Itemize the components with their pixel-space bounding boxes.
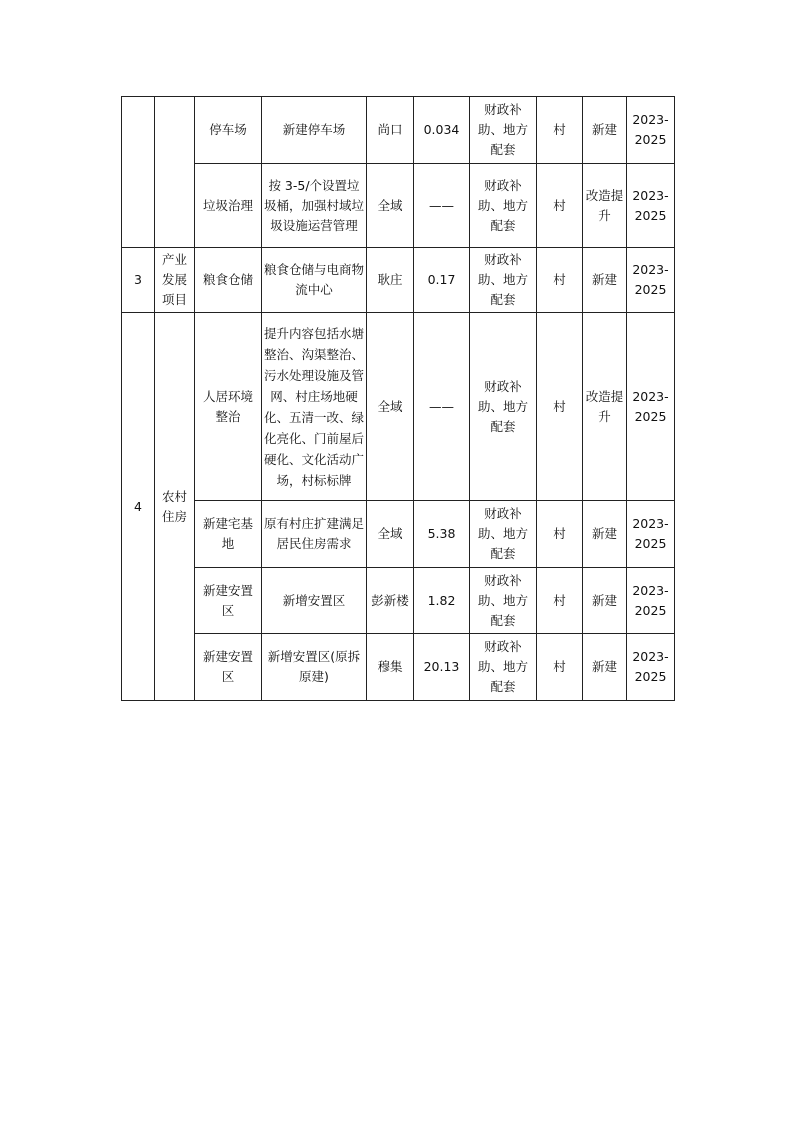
period-cell: 2023-2025 [627,248,675,313]
project-name-cell: 垃圾治理 [195,164,262,248]
period-cell: 2023-2025 [627,164,675,248]
category-cell [155,97,195,248]
level-cell: 村 [537,568,583,634]
location-cell: 全域 [367,313,414,501]
location-cell: 耿庄 [367,248,414,313]
category-cell [155,248,195,313]
project-content-cell: 新增安置区(原拆原建) [262,634,367,701]
row-number-cell: 3 [122,248,155,313]
location-cell: 彭新楼 [367,568,414,634]
project-name-cell: 停车场 [195,97,262,164]
project-content-cell: 新增安置区 [262,568,367,634]
period-cell: 2023-2025 [627,97,675,164]
level-cell: 村 [537,97,583,164]
level-cell: 村 [537,248,583,313]
level-cell: 村 [537,164,583,248]
period-cell: 2023-2025 [627,501,675,568]
scale-cell: —— [414,313,470,501]
scale-cell: 5.38 [414,501,470,568]
row-number-cell [122,97,155,248]
table-row [122,164,675,248]
location-cell: 全域 [367,501,414,568]
project-content-cell: 粮食仓储与电商物流中心 [262,248,367,313]
location-cell: 尚口 [367,97,414,164]
project-name-cell: 新建安置区 [195,634,262,701]
build-type-cell: 新建 [583,248,627,313]
project-table [121,96,675,701]
table-row [122,248,675,313]
period-cell: 2023-2025 [627,568,675,634]
location-cell: 穆集 [367,634,414,701]
funding-cell: 财政补助、地方配套 [470,634,537,701]
scale-cell: 0.17 [414,248,470,313]
build-type-cell: 改造提升 [583,313,627,501]
scale-cell: 0.034 [414,97,470,164]
project-content-cell: 新建停车场 [262,97,367,164]
funding-cell: 财政补助、地方配套 [470,164,537,248]
table-row [122,97,675,164]
table-row [122,634,675,701]
funding-cell: 财政补助、地方配套 [470,97,537,164]
build-type-cell: 新建 [583,501,627,568]
category-cell [155,313,195,701]
build-type-cell: 新建 [583,97,627,164]
scale-cell: 1.82 [414,568,470,634]
location-cell: 全域 [367,164,414,248]
table-row [122,313,675,501]
project-content-cell: 按 3-5/个设置垃圾桶，加强村域垃圾设施运营管理 [262,164,367,248]
category-text: 产业发展项目 [161,252,187,307]
build-type-cell: 新建 [583,634,627,701]
scale-cell: —— [414,164,470,248]
table-row [122,568,675,634]
category-text: 农村住房 [161,488,187,524]
level-cell: 村 [537,634,583,701]
project-content-cell [262,313,367,501]
period-cell: 2023-2025 [627,634,675,701]
funding-cell: 财政补助、地方配套 [470,248,537,313]
level-cell: 村 [537,313,583,501]
project-content-cell: 原有村庄扩建满足居民住房需求 [262,501,367,568]
funding-cell: 财政补助、地方配套 [470,568,537,634]
project-name-cell: 粮食仓储 [195,248,262,313]
project-name-cell: 人居环境整治 [195,313,262,501]
project-name-cell: 新建宅基地 [195,501,262,568]
build-type-cell: 改造提升 [583,164,627,248]
level-cell: 村 [537,501,583,568]
row-number-cell: 4 [122,313,155,701]
scale-cell: 20.13 [414,634,470,701]
period-cell: 2023-2025 [627,313,675,501]
build-type-cell: 新建 [583,568,627,634]
funding-cell: 财政补助、地方配套 [470,313,537,501]
table-row [122,501,675,568]
project-content-text: 提升内容包括水塘整治、沟渠整治、污水处理设施及管网、村庄场地硬化、五清一改、绿化亮化、门前屋后硬化、文化活动广场，村标标牌 [264,325,365,488]
funding-cell: 财政补助、地方配套 [470,501,537,568]
project-name-cell: 新建安置区 [195,568,262,634]
